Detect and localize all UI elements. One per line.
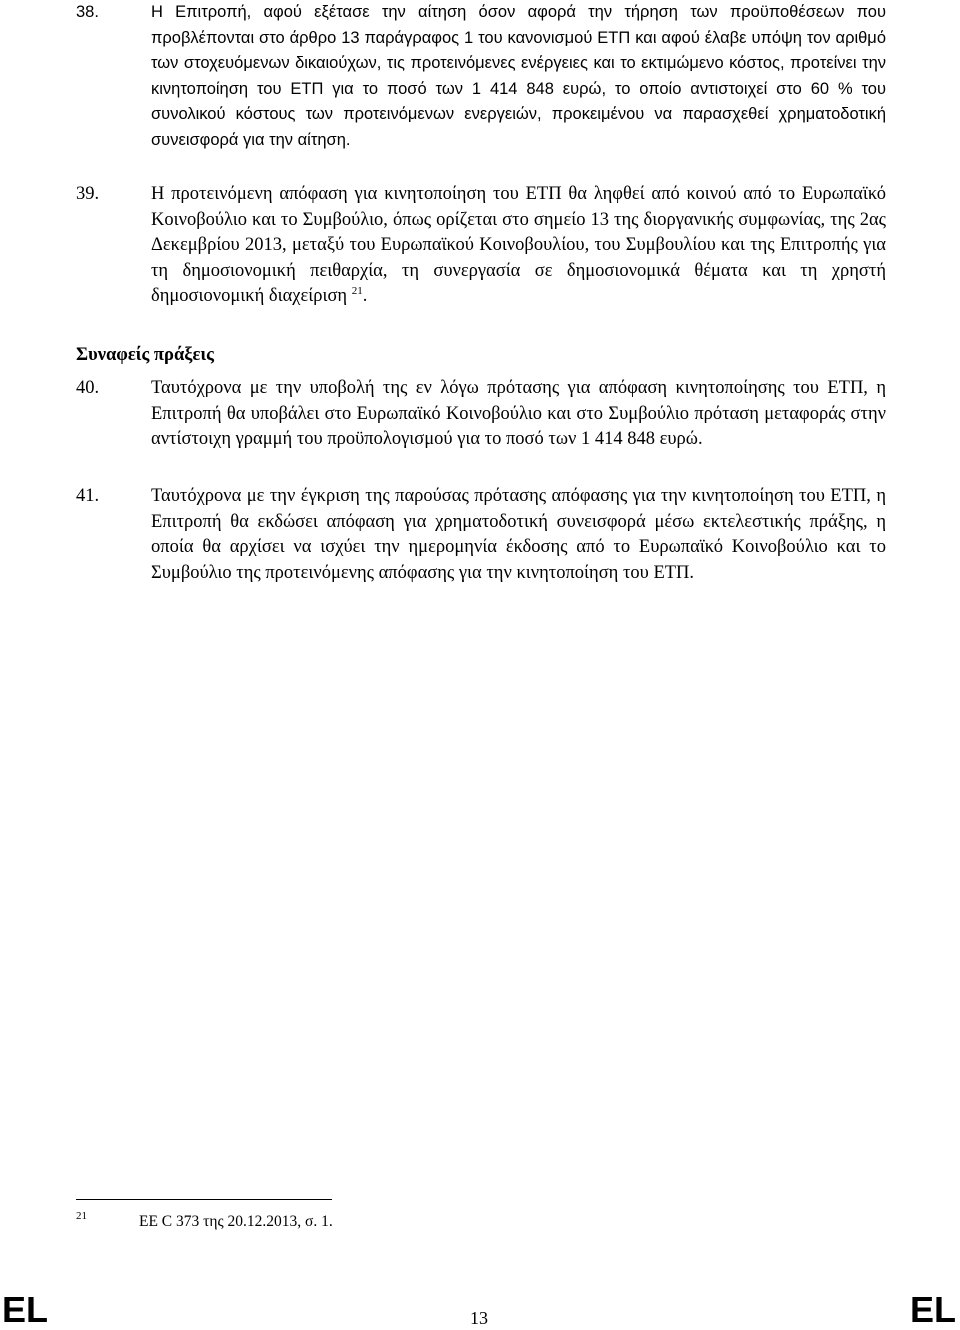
paragraph-text: Η Επιτροπή, αφού εξέτασε την αίτηση όσον αφορά την τήρηση των προϋποθέσεων που προβλέπονται στο άρθρο 13 παράγραφος 1 του κανονισμού ΕΤΠ και αφού έλαβε υπόψη τον αριθμό των στοχευόμενων δικαιούχων, τις προτεινόμενες ενέργειες και το εκτιμώμενο κόστος, προτείνει την κινητοποίηση του ΕΤΠ για το ποσό των 1 414 848 ευρώ, το οποίο αντιστοιχεί στο 60 % του συνολικού κόστους των προτεινόμενων ενεργειών, προκειμένου να παρασχεθεί χρηματοδοτική συνεισφορά για την αίτηση.: [151, 3, 886, 149]
footnote-separator: [76, 1199, 332, 1200]
paragraph-number: 40.: [76, 378, 100, 398]
paragraph-number: 41.: [76, 486, 100, 506]
paragraph-text-main: Η προτεινόμενη απόφαση για κινητοποίηση του ΕΤΠ θα ληφθεί από κοινού από το Ευρωπαϊκό Κοινοβούλιο και το Συμβούλιο, όπως ορίζεται στο σημείο 13 της διοργανικής συμφωνίας, της 2ας Δεκεμβρίου 2013, μεταξύ του Ευρωπαϊκού Κοινοβουλίου, του Συμβουλίου και της Επιτροπής για τη δημοσιονομική πειθαρχία, τη συνεργασία σε δημοσιονομικά θέματα και τη χρηστή δημοσιονομική διαχείριση: [151, 184, 886, 306]
paragraph-text: Ταυτόχρονα με την έγκριση της παρούσας πρότασης απόφασης για την κινητοποίηση του ΕΤΠ, η Επιτροπή θα εκδώσει απόφαση για χρηματοδοτική συνεισφορά μέσω εκτελεστικής πράξης, η οποία θα αρχίσει να ισχύει την ημερομηνία έκδοσης από το Ευρωπαϊκό Κοινοβούλιο και το Συμβούλιο της προτεινόμενης απόφασης για την κινητοποίηση του ΕΤΠ.: [151, 486, 886, 583]
footnote-text: ΕΕ C 373 της 20.12.2013, σ. 1.: [139, 1213, 333, 1230]
paragraph-text: Ταυτόχρονα με την υποβολή της εν λόγω πρότασης για απόφαση κινητοποίησης του ΕΤΠ, η Επιτροπή θα υποβάλει στο Ευρωπαϊκό Κοινοβούλιο και στο Συμβούλιο πρόταση μεταφοράς στην αντίστοιχη γραμμή του προϋπολογισμού για το ποσό των 1 414 848 ευρώ.: [151, 378, 886, 449]
footer-language-right: EL: [909, 1289, 956, 1330]
footnote-number: 21: [76, 1210, 87, 1222]
footer-language-left: EL: [2, 1289, 49, 1330]
paragraph-text: [151, 182, 886, 310]
paragraph-40: [76, 376, 886, 453]
paragraph-text-end: .: [362, 286, 368, 306]
paragraph-38: [76, 0, 886, 153]
page-number: 13: [470, 1308, 488, 1328]
paragraph-number: 38.: [76, 3, 99, 21]
section-heading: Συναφείς πράξεις: [76, 345, 214, 365]
paragraph-number: 39.: [76, 184, 100, 204]
paragraph-41: [76, 484, 886, 586]
paragraph-39: [76, 182, 886, 310]
footnote-reference[interactable]: 21: [351, 284, 363, 297]
